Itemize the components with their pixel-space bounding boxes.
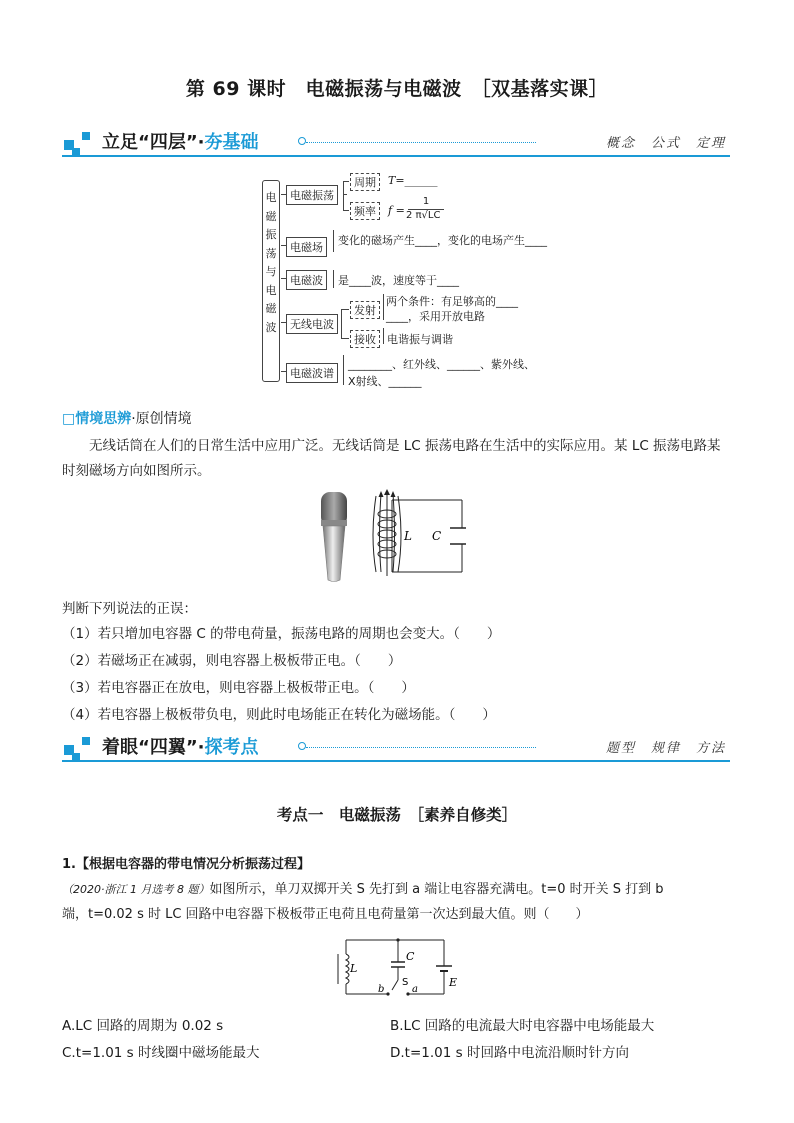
circle-icon xyxy=(298,742,306,750)
section-title: 着眼“四翼”·探考点 xyxy=(102,737,259,758)
scene-paragraph: 无线话筒在人们的日常生活中应用广泛。无线话筒是 LC 振荡电路在生活中的实际应用。某 LC 振荡电路某时刻磁场方向如图所示。 xyxy=(62,438,721,479)
judge-intro: 判断下列说法的正误： xyxy=(62,601,197,617)
frequency-formula-pre: f = xyxy=(388,204,405,217)
fig-label-E: E xyxy=(449,976,458,989)
option-b[interactable]: B.LC 回路的电流最大时电容器中电场能最大 xyxy=(390,1018,655,1034)
option-d[interactable]: D.t=1.01 s 时回路中电流沿顺时针方向 xyxy=(390,1045,629,1061)
question-1-circuit-figure xyxy=(332,934,462,1000)
deco-square-icon xyxy=(82,737,90,745)
transmit-text-2: ____，采用开放电路 xyxy=(386,310,485,323)
node-em-wave: 电磁波 xyxy=(286,270,327,290)
receive-text: 电谐振与调谐 xyxy=(387,333,453,346)
frequency-numerator: 1 xyxy=(422,196,430,207)
dotted-divider xyxy=(306,142,536,143)
question-1-heading: 1.【根据电容器的带电情况分析振荡过程】 xyxy=(62,857,310,872)
question-1-line-1: （2020·浙江 1 月选考 8 题）如图所示，单刀双掷开关 S 先打到 a 端让电容器充满电。t=0 时开关 S 打到 b xyxy=(62,882,664,897)
frequency-denominator: 2 π√LC xyxy=(406,210,441,221)
fig-label-a: a xyxy=(412,984,418,995)
question-1-line-2: 端，t=0.02 s 时 LC 回路中电容器下极板带正电荷且电荷量第一次达到最大值。则（ ） xyxy=(62,907,589,922)
period-formula: T=______ xyxy=(388,174,438,187)
judge-item-4: （4）若电容器上极板带负电，则此时电场能正在转化为磁场能。（ ） xyxy=(62,707,496,723)
judge-item-2: （2）若磁场正在减弱，则电容器上极板带正电。（ ） xyxy=(62,653,402,669)
transmit-text-1: 两个条件：有足够高的____ xyxy=(386,295,518,308)
microphone-icon xyxy=(316,490,352,584)
scene-heading: □情境思辨·原创情境 xyxy=(62,411,192,427)
section-underline xyxy=(62,760,730,762)
circle-icon xyxy=(298,137,306,145)
section-underline xyxy=(62,155,730,157)
section-tags: 概念 公式 定理 xyxy=(605,136,726,151)
section-tags: 题型 规律 方法 xyxy=(605,741,726,756)
fig-label-C: C xyxy=(406,950,415,963)
spectrum-text-1: ________、红外线、______、紫外线、 xyxy=(348,358,535,371)
label-L: L xyxy=(404,529,412,543)
kaodian-title: 考点一 电磁振荡 ［素养自修类］ xyxy=(276,806,518,824)
page-title: 第 69 课时 电磁振荡与电磁波 ［双基落实课］ xyxy=(185,78,609,100)
em-field-text: 变化的磁场产生____，变化的电场产生____ xyxy=(338,234,547,247)
judge-item-1: （1）若只增加电容器 C 的带电荷量，振荡电路的周期也会变大。（ ） xyxy=(62,626,501,642)
fig-label-L: L xyxy=(350,962,358,975)
judge-item-3: （3）若电容器正在放电，则电容器上极板带正电。（ ） xyxy=(62,680,415,696)
node-transmit: 发射 xyxy=(350,301,380,319)
node-em-spectrum: 电磁波谱 xyxy=(286,363,338,383)
label-C: C xyxy=(432,529,442,543)
section-title: 立足“四层”·夯基础 xyxy=(102,132,259,153)
node-em-oscillation: 电磁振荡 xyxy=(286,185,338,205)
em-wave-text: 是____波，速度等于____ xyxy=(338,274,459,287)
spectrum-text-2: X射线、______ xyxy=(348,375,422,388)
mindmap-root: 电磁振荡与电磁波 xyxy=(262,180,280,382)
option-a[interactable]: A.LC 回路的周期为 0.02 s xyxy=(62,1018,224,1034)
lc-circuit-figure xyxy=(370,488,466,580)
fig-label-S: S xyxy=(402,977,409,988)
node-period: 周期 xyxy=(350,173,380,191)
deco-square-icon xyxy=(82,132,90,140)
option-c[interactable]: C.t=1.01 s 时线圈中磁场能最大 xyxy=(62,1045,260,1061)
fig-label-b: b xyxy=(378,984,385,995)
node-receive: 接收 xyxy=(350,330,380,348)
node-radio-wave: 无线电波 xyxy=(286,314,338,334)
node-em-field: 电磁场 xyxy=(286,237,327,257)
section-header-foundation xyxy=(62,126,730,160)
node-frequency: 频率 xyxy=(350,202,380,220)
dotted-divider xyxy=(306,747,536,748)
section-header-exam-points xyxy=(62,731,730,765)
